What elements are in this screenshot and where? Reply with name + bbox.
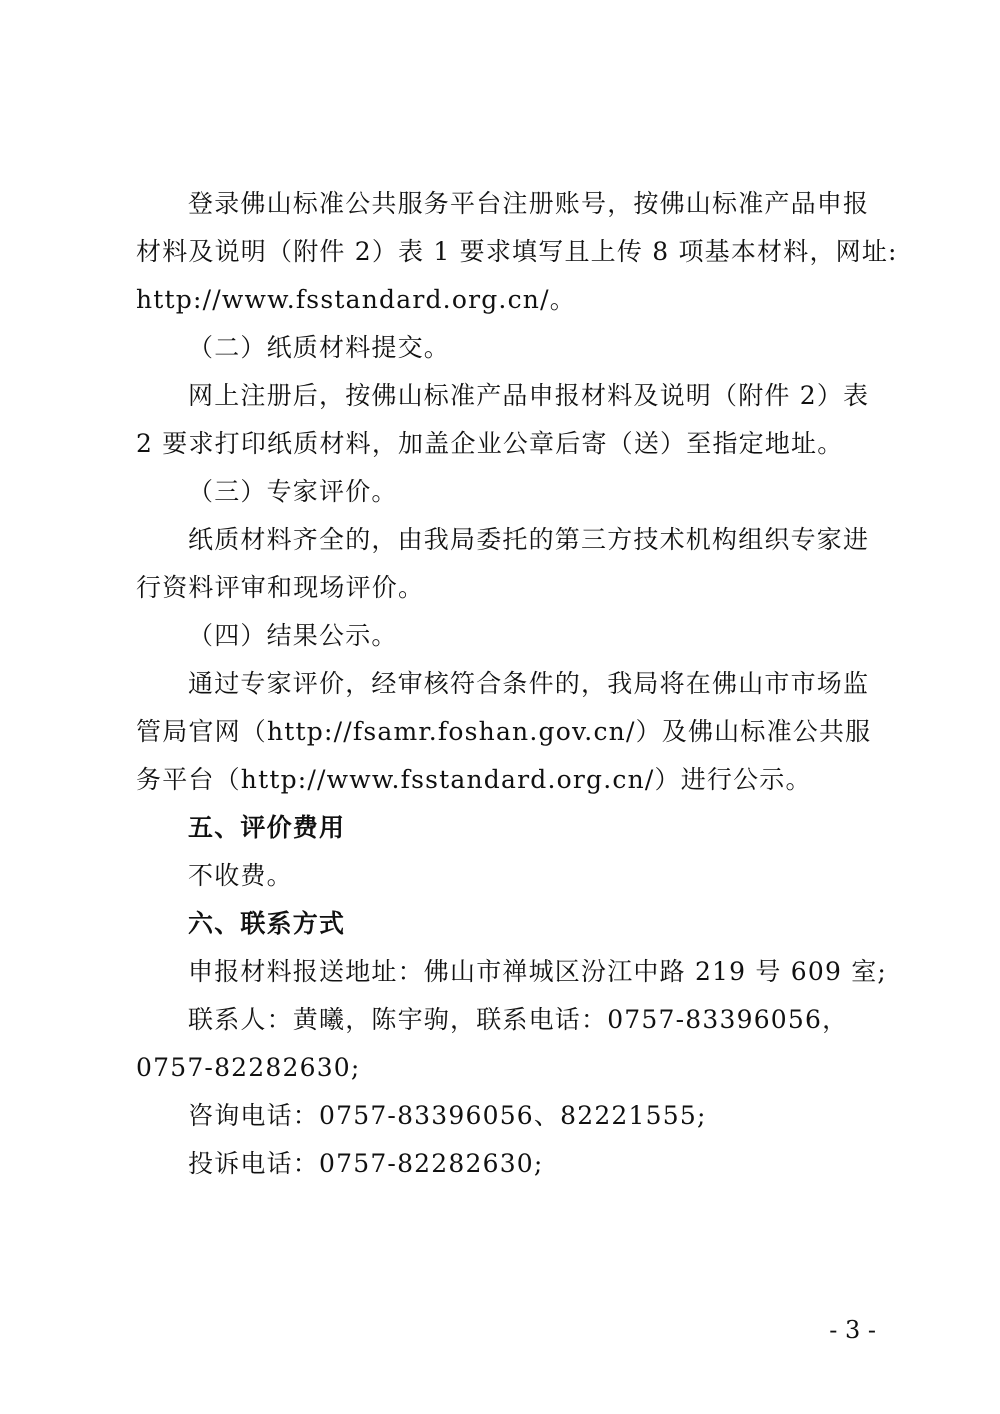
paragraph-paper-line-1: 网上注册后，按佛山标准产品申报材料及说明（附件 2）表 bbox=[188, 381, 870, 410]
contact-persons-line-1: 联系人：黄曦，陈宇驹，联系电话：0757-83396056， bbox=[188, 1005, 849, 1034]
section-result-publicity-title: （四）结果公示。 bbox=[188, 621, 398, 650]
contact-complaint-phone: 投诉电话：0757-82282630; bbox=[188, 1149, 544, 1178]
paragraph-registration-line-2: 材料及说明（附件 2）表 1 要求填写且上传 8 项基本材料，网址: bbox=[136, 237, 898, 266]
section-paper-submission-title: （二）纸质材料提交。 bbox=[188, 333, 451, 362]
heading-evaluation-fee: 五、评价费用 bbox=[188, 813, 346, 842]
contact-persons-line-2: 0757-82282630; bbox=[136, 1053, 361, 1082]
paragraph-expert-line-2: 行资料评审和现场评价。 bbox=[136, 573, 425, 602]
paragraph-publicity-line-1: 通过专家评价，经审核符合条件的，我局将在佛山市市场监 bbox=[188, 669, 870, 698]
paragraph-fee: 不收费。 bbox=[188, 861, 293, 890]
paragraph-publicity-line-3: 务平台（http://www.fsstandard.org.cn/）进行公示。 bbox=[136, 765, 812, 794]
contact-inquiry-phone: 咨询电话：0757-83396056、82221555; bbox=[188, 1101, 707, 1130]
heading-contact: 六、联系方式 bbox=[188, 909, 346, 938]
paragraph-publicity-line-2: 管局官网（http://fsamr.foshan.gov.cn/）及佛山标准公共服 bbox=[136, 717, 872, 746]
document-body bbox=[136, 180, 898, 1188]
paragraph-registration-url: http://www.fsstandard.org.cn/。 bbox=[136, 285, 576, 314]
paragraph-paper-line-2: 2 要求打印纸质材料，加盖企业公章后寄（送）至指定地址。 bbox=[136, 429, 844, 458]
paragraph-registration-line-1: 登录佛山标准公共服务平台注册账号，按佛山标准产品申报 bbox=[188, 189, 870, 218]
section-expert-review-title: （三）专家评价。 bbox=[188, 477, 398, 506]
paragraph-expert-line-1: 纸质材料齐全的，由我局委托的第三方技术机构组织专家进 bbox=[188, 525, 870, 554]
contact-address: 申报材料报送地址：佛山市禅城区汾江中路 219 号 609 室; bbox=[188, 957, 888, 986]
page-number: - 3 - bbox=[829, 1316, 876, 1344]
